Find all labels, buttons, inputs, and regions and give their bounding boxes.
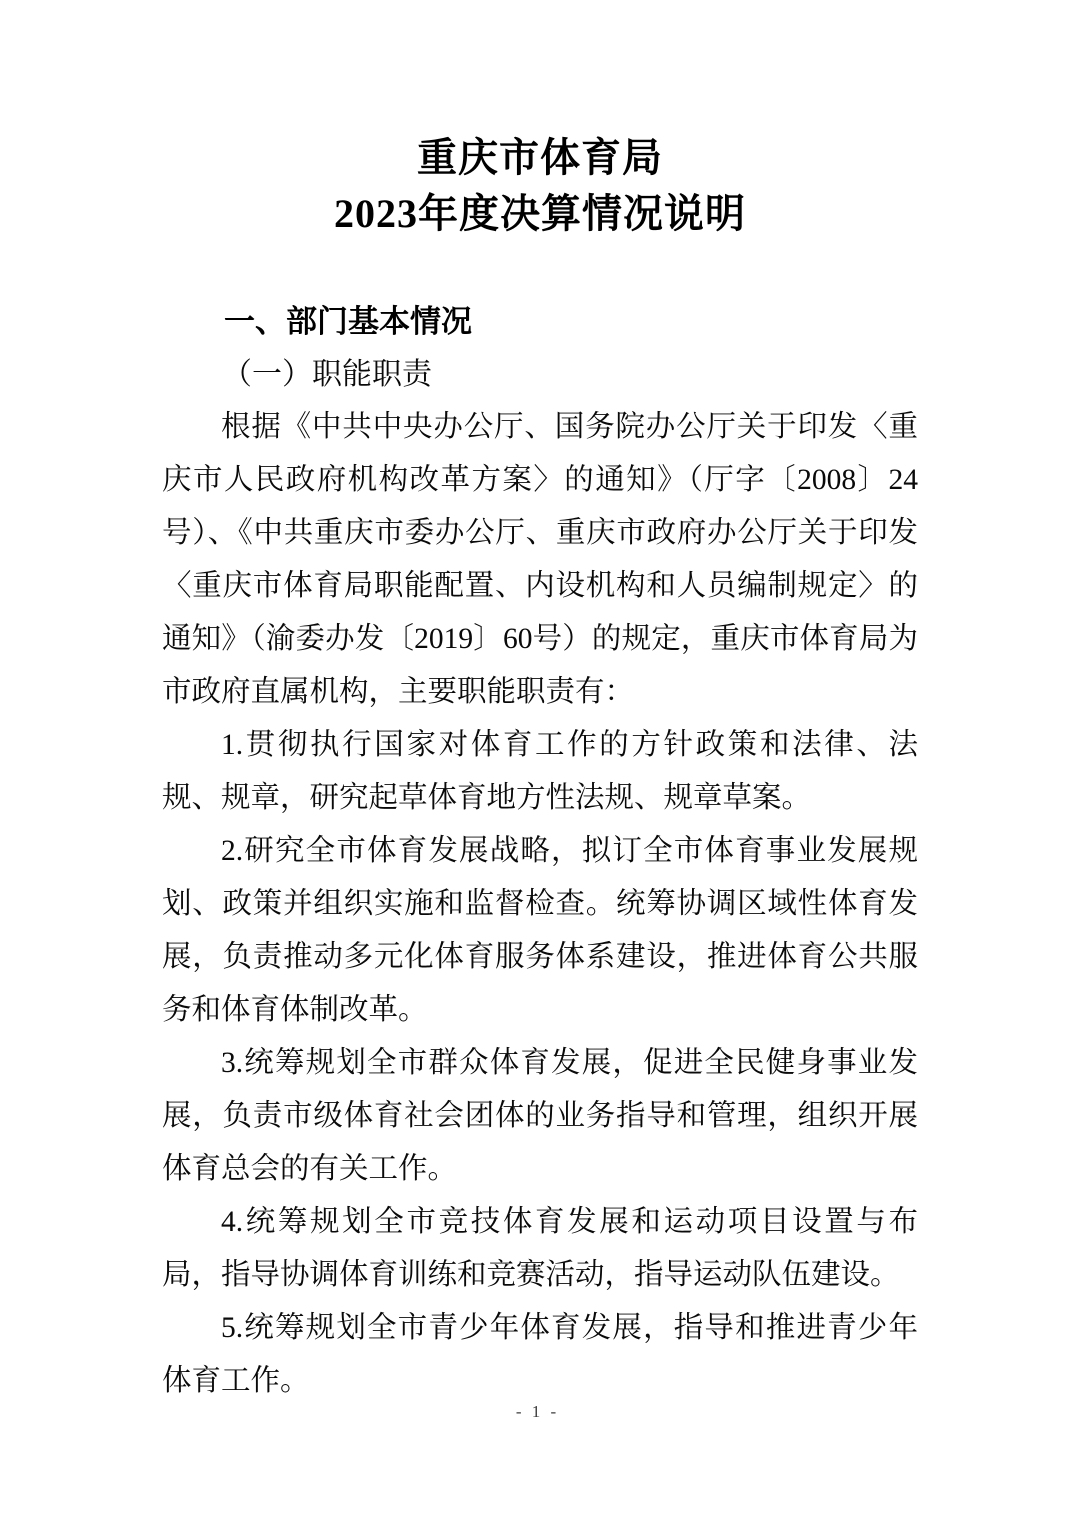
paragraph-duty-5: 5.统筹规划全市青少年体育发展，指导和推进青少年体育工作。 <box>162 1312 918 1397</box>
paragraph-intro-basis: 根据《中共中央办公厅、国务院办公厅关于印发〈重庆市人民政府机构改革方案〉的通知》（厅字〔2008〕24号）、《中共重庆市委办公厅、重庆市政府办公厅关于印发〈重庆市体育局职能配置、内设机构和人员编制规定〉的通知》（渝委办发〔2019〕60号）的规定，重庆市体育局为市政府直属机构，主要职能职责有： <box>162 411 918 708</box>
page-footer <box>0 1400 1075 1424</box>
paragraph-duty-4: 4.统筹规划全市竞技体育发展和运动项目设置与布局，指导协调体育训练和竞赛活动，指导运动队伍建设。 <box>162 1206 918 1291</box>
paragraph-duty-2: 2.研究全市体育发展战略，拟订全市体育事业发展规划、政策并组织实施和监督检查。统筹协调区域性体育发展，负责推动多元化体育服务体系建设，推进体育公共服务和体育体制改革。 <box>162 835 918 1026</box>
paragraph-duty-3: 3.统筹规划全市群众体育发展，促进全民健身事业发展，负责市级体育社会团体的业务指导和管理，组织开展体育总会的有关工作。 <box>162 1047 918 1185</box>
document-title-line-1: 重庆市体育局 <box>417 135 663 180</box>
paragraph-duty-1: 1.贯彻执行国家对体育工作的方针政策和法律、法规、规章，研究起草体育地方性法规、规章草案。 <box>162 729 918 814</box>
subsection-heading-duties: （一）职能职责 <box>222 358 432 391</box>
document-title-line-2: 2023年度决算情况说明 <box>334 191 746 236</box>
section-heading-department-basic-info: 一、部门基本情况 <box>224 304 472 339</box>
document-title <box>162 130 918 242</box>
page-number: - 1 - <box>515 1402 560 1421</box>
